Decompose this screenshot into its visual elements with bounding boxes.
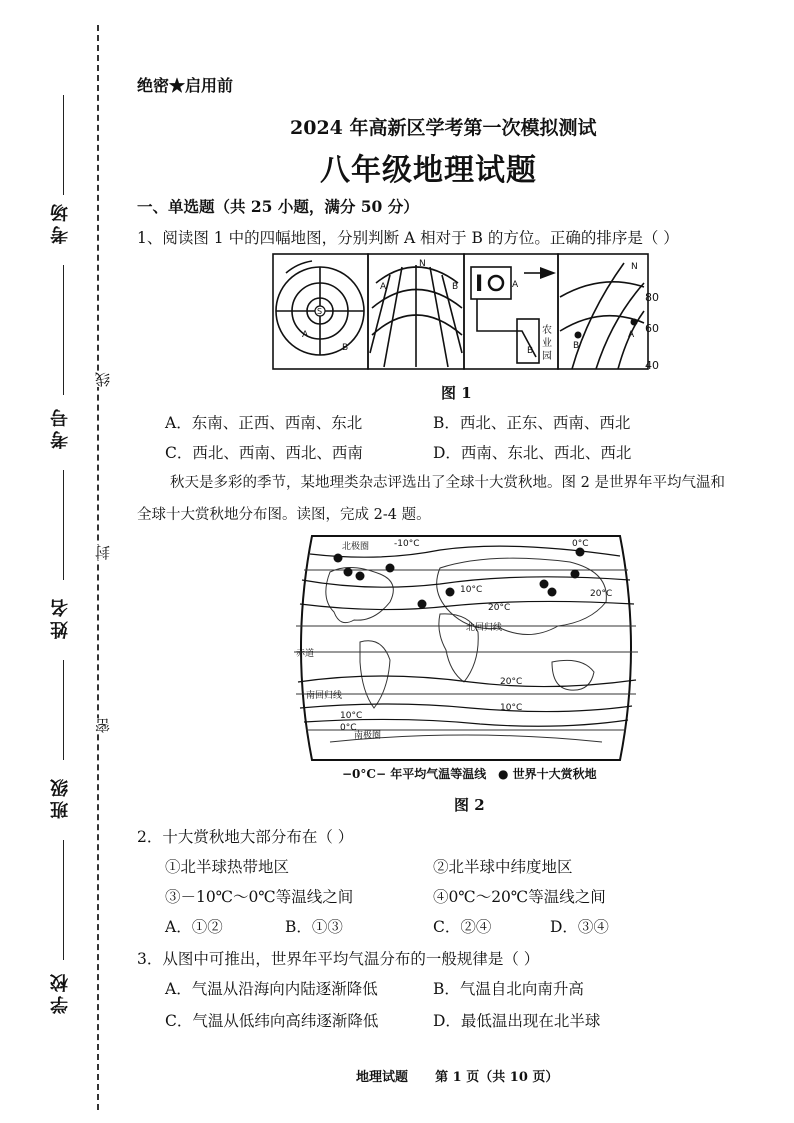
fig1-lat-label: 80 [645,291,659,304]
fig2-label-isotherm: 0°C [340,723,357,733]
q2-item-3: ③－10℃～0℃等温线之间 [165,888,354,906]
passage-line-1: 秋天是多彩的季节，某地理类杂志评选出了全球十大赏秋地。图 2 是世界年平均气温和 [170,475,725,491]
field-school: 学校 [50,970,71,1014]
fig1-label: B [452,282,459,292]
cut-word-seal: 封 [94,545,112,560]
svg-text:I: I [475,272,484,297]
fig2-legend-isotherm: −0°C− 年平均气温等温线 [342,767,487,781]
fig2-legend-spot: ● 世界十大赏秋地 [498,767,597,781]
fig2-label-isotherm: 10°C [460,585,483,595]
fig2-label-isotherm: 10°C [340,711,363,721]
fig2-label-tropic-s: 南回归线 [306,691,343,701]
q1-option-d[interactable]: D．西南、东北、西北、西北 [433,444,632,462]
fig2-label-antarctic: 南极圈 [354,731,382,741]
fig1-farm-label: 业 [542,338,552,349]
cut-word-secret: 密 [94,718,112,733]
q3-option-a[interactable]: A．气温从沿海向内陆逐渐降低 [165,980,378,998]
fig1-label: N [419,259,426,269]
q2-item-1: ①北半球热带地区 [165,858,290,876]
q2-item-4: ④0℃～20℃等温线之间 [433,888,606,906]
fig1-label: A [628,330,635,340]
q2-option-d[interactable]: D．③④ [550,918,609,936]
q2-stem: 2．十大赏秋地大部分布在（ ） [137,828,354,846]
field-line [63,265,64,395]
q1-option-a[interactable]: A．东南、正西、西南、东北 [165,414,363,432]
q1-option-b[interactable]: B．西北、正东、西南、西北 [433,414,631,432]
fig1-label: B [527,346,534,356]
section-heading: 一、单选题（共 25 小题，满分 50 分） [137,197,419,216]
fig1-label: B [573,341,580,351]
passage-line-2: 全球十大赏秋地分布图。读图，完成 2-4 题。 [137,507,431,523]
q3-option-b[interactable]: B．气温自北向南升高 [433,980,584,998]
cut-word-line: 线 [94,372,112,387]
q2-option-c[interactable]: C．②④ [433,918,492,936]
field-line [63,470,64,580]
cut-dashed-line [97,25,99,1110]
fig1-lat-label: 40 [645,359,659,371]
q2-option-a[interactable]: A．①② [165,918,223,936]
q1-stem: 1、阅读图 1 中的四幅地图，分别判断 A 相对于 B 的方位。正确的排序是（ ） [137,229,679,247]
field-line [63,95,64,195]
exam-name: 2024 年高新区学考第一次模拟测试 [290,117,597,139]
fig1-farm-label: 农 [542,325,552,336]
fig2-label-isotherm: 10°C [500,703,523,713]
field-name: 姓名 [50,595,71,639]
q1-option-c[interactable]: C．西北、西南、西北、西南 [165,444,363,462]
fig1-label: B [342,343,349,353]
fig2-label-isotherm: 20°C [590,589,613,599]
secret-mark: 绝密★启用前 [137,76,234,95]
fig1-farm-label: 园 [542,351,552,362]
fig2-label-isotherm: 20°C [488,603,511,613]
fig2-label-isotherm: 20°C [500,677,523,687]
fig1-pole-label: S [317,307,323,316]
page-title: 八年级地理试题 [320,153,537,188]
fig1-lat-label: 60 [645,322,659,335]
q2-item-2: ②北半球中纬度地区 [433,858,573,876]
field-line [63,660,64,760]
field-line [63,840,64,960]
q3-option-d[interactable]: D．最低温出现在北半球 [433,1012,601,1030]
q2-option-b[interactable]: B．①③ [285,918,343,936]
figure-2-world-map [290,532,642,764]
fig1-label: N [630,267,631,268]
fig2-label-arctic: 北极圈 [342,542,370,552]
q3-option-c[interactable]: C．气温从低纬向高纬逐渐降低 [165,1012,379,1030]
field-exam-room: 考场 [50,200,71,244]
field-class: 班级 [50,775,71,819]
q3-stem: 3．从图中可推出，世界年平均气温分布的一般规律是（ ） [137,950,540,968]
fig1-label: A [512,280,519,290]
fig1-label: A [380,282,387,292]
fig2-label-isotherm: -10°C [394,539,420,549]
page-footer: 地理试题 第 1 页（共 10 页） [356,1070,559,1085]
fig2-caption: 图 2 [454,796,485,814]
fig1-caption: 图 1 [441,384,472,402]
fig2-label-equator: 赤道 [296,649,315,659]
fig2-label-tropic-n: 北回归线 [466,623,503,633]
fig1-label: A [302,330,309,340]
figure-1 [272,253,662,371]
fig2-label-isotherm: 0°C [572,539,589,549]
fig1-label: N [631,262,638,272]
field-exam-number: 考号 [50,405,71,449]
